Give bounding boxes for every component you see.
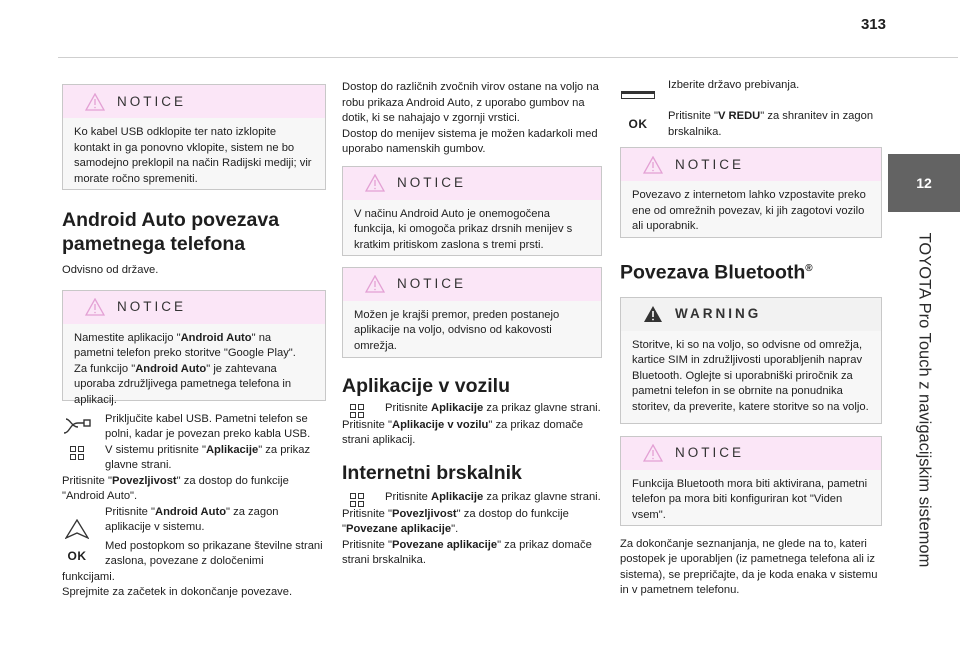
step-country: Izberite državo prebivanja. xyxy=(620,78,882,99)
usb-cable-icon xyxy=(62,415,92,437)
notice-title: NOTICE xyxy=(675,445,745,461)
warning-title: WARNING xyxy=(675,306,762,322)
notice-title: NOTICE xyxy=(397,175,467,191)
notice-box xyxy=(62,84,326,190)
step-browser-apps: Pritisnite Aplikacije za prikaz glavne strani. xyxy=(342,490,602,507)
applications-icon xyxy=(70,446,84,460)
notice-box xyxy=(342,267,602,358)
android-line-accept: Sprejmite za začetek in dokončanje povezave. xyxy=(62,586,293,598)
notice-header xyxy=(63,291,325,324)
column-1 xyxy=(62,84,326,601)
android-intro: Odvisno od države. xyxy=(62,264,159,276)
notice-header xyxy=(63,85,325,118)
applications-icon xyxy=(350,493,364,507)
warning-triangle-icon xyxy=(643,156,663,174)
column-3 xyxy=(620,78,882,599)
column-2 xyxy=(342,80,602,569)
step-applications: V sistemu pritisnite "Aplikacije" za prikaz glavne strani. xyxy=(62,443,326,474)
menus-text: Dostop do menijev sistema je možen kadarkoli med uporabo namenskih gumbov. xyxy=(342,127,598,155)
chapter-number: 12 xyxy=(916,175,932,191)
country-list-icon xyxy=(621,91,655,99)
apps-vehicle-line: Pritisnite "Aplikacije v vozilu" za prikaz domače strani aplikacij. xyxy=(342,418,584,446)
warning-triangle-icon xyxy=(365,275,385,293)
bluetooth-heading: Povezava Bluetooth® xyxy=(620,261,813,284)
step-apps: Pritisnite Aplikacije za prikaz glavne strani. xyxy=(342,401,602,418)
step-usb: Priključite kabel USB. Pametni telefon se polni, kadar je povezan preko kabla USB. xyxy=(62,412,326,443)
warning-box xyxy=(620,297,882,424)
warning-header xyxy=(621,298,881,331)
warning-triangle-icon xyxy=(85,93,105,111)
warning-triangle-icon xyxy=(643,305,663,323)
chapter-tab xyxy=(888,154,960,212)
notice-box xyxy=(620,436,882,526)
android-line-functions: funkcijami. xyxy=(62,570,115,583)
notice-text: V načinu Android Auto je onemogočena funkcija, ki omogoča prikaz drsnih menijev s kratkim pritiskom zaslona s tremi prsti. xyxy=(354,207,573,251)
top-divider xyxy=(58,57,958,58)
ok-icon: OK xyxy=(628,117,648,131)
notice-text: Namestite aplikacijo "Android Auto" na pametni telefon preko storitve "Google Play". Za funkcijo "Android Auto" je zahtevana uporaba združljivega pametnega telefona in aplikacij. xyxy=(74,331,296,406)
apps-heading: Aplikacije v vozilu xyxy=(342,374,510,397)
step-ok: OK Pritisnite "V REDU" za shranitev in zagon brskalnika. xyxy=(628,110,874,138)
notice-header xyxy=(621,437,881,470)
warning-text: Storitve, ki so na voljo, so odvisne od omrežja, kartice SIM in združljivosti uporabljenih naprav Bluetooth. Oglejte si uporabniški priročnik za pametni telefon in se obrnite na ponudnika storitev, da preverite, katere storitve so na voljo. xyxy=(632,338,869,413)
audio-sources-text: Dostop do različnih zvočnih virov ostane na voljo na robu prikaza Android Auto, z uporabo gumbov na dotik, ki se nahajajo v zgornji vrstici. xyxy=(342,81,599,124)
applications-icon xyxy=(350,404,364,418)
step-android-auto: Pritisnite "Android Auto" za zagon aplikacije v sistemu. xyxy=(62,505,326,539)
notice-text: Ko kabel USB odklopite ter nato izklopite kontakt in ga ponovno vklopite, sistem ne bo samodejno preklopil na način Radijski mediji; vir morate ročno spremeniti. xyxy=(74,126,312,185)
page-number: 313 xyxy=(860,16,886,33)
android-auto-icon xyxy=(65,519,89,539)
notice-title: NOTICE xyxy=(675,156,745,172)
warning-triangle-icon xyxy=(85,298,105,316)
warning-triangle-icon xyxy=(365,174,385,192)
notice-text: Funkcija Bluetooth mora biti aktivirana, pametni telefon pa mora biti konfiguriran kot "Viden vsem". xyxy=(632,477,868,521)
browser-connectivity-line: Pritisnite "Povezljivost" za dostop do funkcije "Povezane aplikacije". xyxy=(342,507,569,535)
notice-header xyxy=(621,148,881,181)
notice-text: Povezavo z internetom lahko vzpostavite preko ene od omrežnih povezav, ki jih zagotovi vozilo ali uporabnik. xyxy=(632,189,866,232)
notice-box xyxy=(620,147,882,238)
notice-title: NOTICE xyxy=(117,299,187,315)
browser-connected-apps-line: Pritisnite "Povezane aplikacije" za prikaz domače strani brskalnika. xyxy=(342,538,592,566)
warning-triangle-icon xyxy=(643,444,663,462)
notice-box xyxy=(342,166,602,256)
step-connectivity: Pritisnite "Povezljivost" za dostop do funkcije "Android Auto". xyxy=(62,474,289,502)
ok-icon: OK xyxy=(67,548,87,563)
notice-box xyxy=(62,290,326,406)
notice-text: Možen je krajši premor, preden postanejo aplikacije na voljo, odvisno od kakovosti omrežja. xyxy=(354,308,560,352)
android-auto-heading: Android Auto povezava pametnega telefona xyxy=(62,209,280,255)
notice-header xyxy=(343,268,601,301)
step-accept: OK Med postopkom so prikazane številne strani zaslona, povezane z določenimi xyxy=(67,539,323,567)
browser-heading: Internetni brskalnik xyxy=(342,461,522,484)
notice-title: NOTICE xyxy=(117,93,187,109)
chapter-title: TOYOTA Pro Touch z navigacijskim sistemom xyxy=(915,232,934,568)
bluetooth-outro: Za dokončanje seznanjanja, ne glede na to, kateri postopek je uporabljen (iz pametnega telefona ali iz sistema), se prepričajte, da je koda enaka v sistemu in v pametnem telefonu. xyxy=(620,537,878,596)
notice-title: NOTICE xyxy=(397,276,467,292)
notice-header xyxy=(343,167,601,200)
